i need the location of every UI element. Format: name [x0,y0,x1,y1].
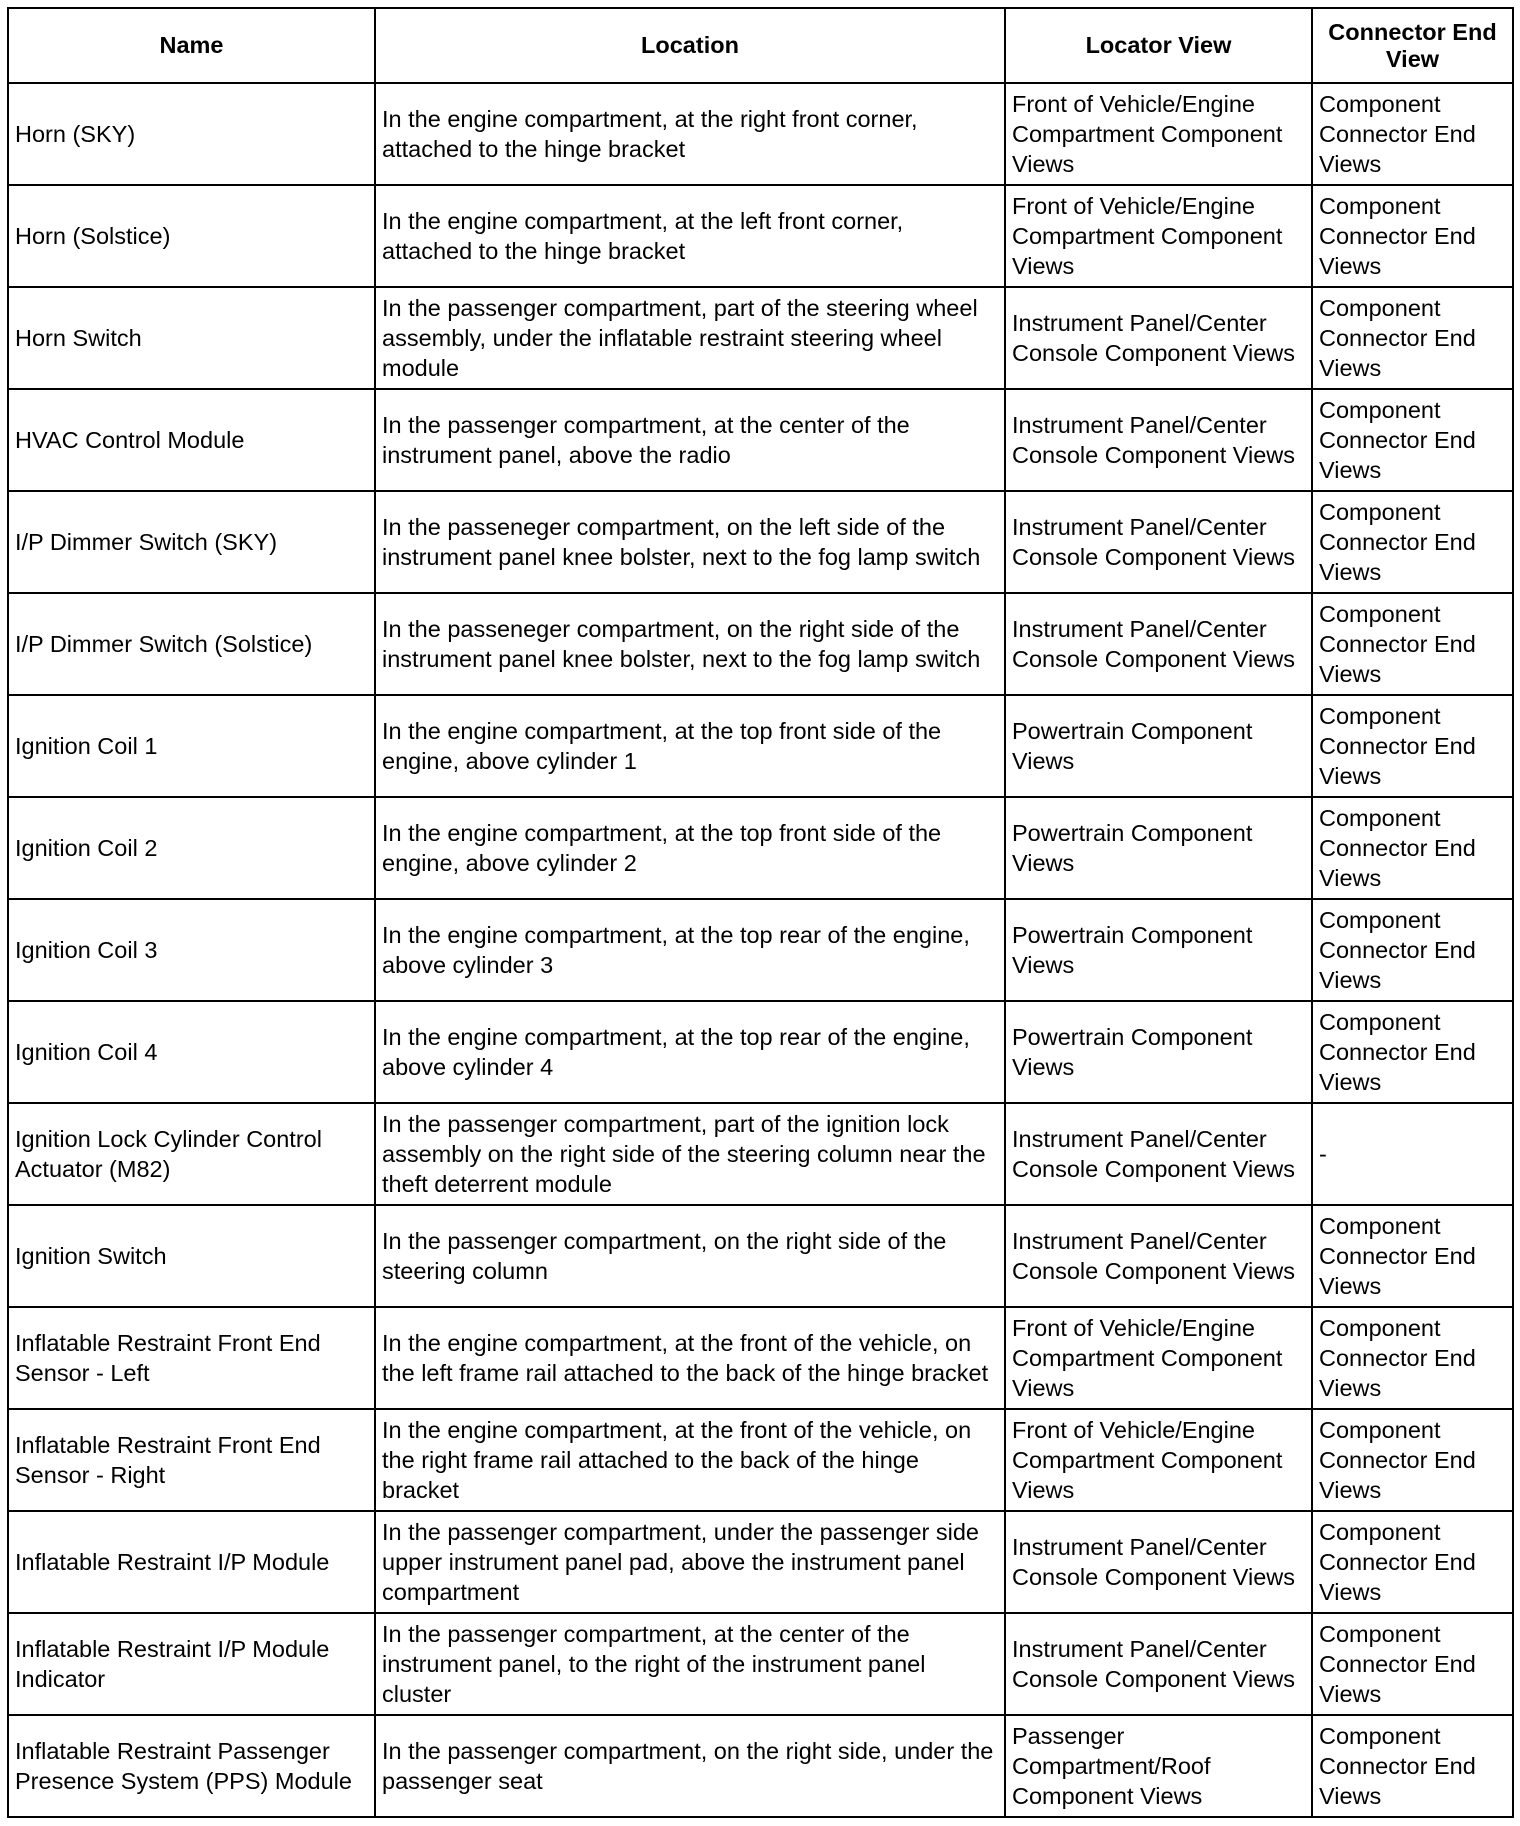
cell-name: Ignition Coil 2 [8,797,375,899]
cell-locator-view: Front of Vehicle/Engine Compartment Component Views [1005,1409,1312,1511]
cell-connector-end-view: Component Connector End Views [1312,1307,1513,1409]
table-row [8,797,1513,899]
cell-location: In the engine compartment, at the top front side of the engine, above cylinder 2 [375,797,1005,899]
cell-name: Inflatable Restraint I/P Module [8,1511,375,1613]
table-row [8,1001,1513,1103]
cell-name: Ignition Coil 3 [8,899,375,1001]
cell-connector-end-view: Component Connector End Views [1312,797,1513,899]
cell-name: Horn (Solstice) [8,185,375,287]
cell-locator-view: Front of Vehicle/Engine Compartment Component Views [1005,185,1312,287]
cell-location: In the passenger compartment, at the center of the instrument panel, to the right of the instrument panel cluster [375,1613,1005,1715]
cell-locator-view: Front of Vehicle/Engine Compartment Component Views [1005,83,1312,185]
cell-connector-end-view: Component Connector End Views [1312,1409,1513,1511]
cell-location: In the passenger compartment, part of the ignition lock assembly on the right side of the steering column near the theft deterrent module [375,1103,1005,1205]
table-row [8,287,1513,389]
cell-locator-view: Instrument Panel/Center Console Component Views [1005,1103,1312,1205]
cell-locator-view: Instrument Panel/Center Console Component Views [1005,389,1312,491]
cell-name: I/P Dimmer Switch (SKY) [8,491,375,593]
cell-connector-end-view: Component Connector End Views [1312,491,1513,593]
table-row [8,899,1513,1001]
cell-connector-end-view: Component Connector End Views [1312,695,1513,797]
cell-connector-end-view: Component Connector End Views [1312,83,1513,185]
cell-connector-end-view: Component Connector End Views [1312,1613,1513,1715]
cell-name: I/P Dimmer Switch (Solstice) [8,593,375,695]
table-row [8,695,1513,797]
cell-connector-end-view: Component Connector End Views [1312,287,1513,389]
column-header-locator-view: Locator View [1005,8,1312,83]
cell-location: In the passenger compartment, part of the steering wheel assembly, under the inflatable restraint steering wheel module [375,287,1005,389]
table-row [8,491,1513,593]
cell-location: In the engine compartment, at the left front corner, attached to the hinge bracket [375,185,1005,287]
cell-locator-view: Front of Vehicle/Engine Compartment Component Views [1005,1307,1312,1409]
table-row [8,593,1513,695]
cell-locator-view: Instrument Panel/Center Console Component Views [1005,287,1312,389]
cell-locator-view: Passenger Compartment/Roof Component Views [1005,1715,1312,1817]
table-row [8,83,1513,185]
cell-location: In the passeneger compartment, on the right side of the instrument panel knee bolster, next to the fog lamp switch [375,593,1005,695]
table-row [8,1103,1513,1205]
cell-name: HVAC Control Module [8,389,375,491]
cell-locator-view: Instrument Panel/Center Console Component Views [1005,1511,1312,1613]
cell-name: Ignition Coil 4 [8,1001,375,1103]
cell-location: In the engine compartment, at the top rear of the engine, above cylinder 4 [375,1001,1005,1103]
cell-connector-end-view: Component Connector End Views [1312,1511,1513,1613]
table-body [8,83,1513,1817]
component-locator-table [7,7,1514,1818]
cell-locator-view: Powertrain Component Views [1005,695,1312,797]
component-locator-table-container [7,7,1512,1818]
column-header-connector-end-view: Connector End View [1312,8,1513,83]
table-row [8,1511,1513,1613]
table-header-row [8,8,1513,83]
cell-name: Ignition Coil 1 [8,695,375,797]
cell-location: In the engine compartment, at the right front corner, attached to the hinge bracket [375,83,1005,185]
cell-connector-end-view: Component Connector End Views [1312,593,1513,695]
cell-connector-end-view: - [1312,1103,1513,1205]
cell-connector-end-view: Component Connector End Views [1312,899,1513,1001]
cell-name: Ignition Switch [8,1205,375,1307]
cell-connector-end-view: Component Connector End Views [1312,1001,1513,1103]
cell-locator-view: Instrument Panel/Center Console Component Views [1005,1205,1312,1307]
cell-locator-view: Powertrain Component Views [1005,899,1312,1001]
cell-location: In the passenger compartment, on the right side of the steering column [375,1205,1005,1307]
cell-name: Inflatable Restraint I/P Module Indicator [8,1613,375,1715]
table-row [8,1715,1513,1817]
cell-connector-end-view: Component Connector End Views [1312,1205,1513,1307]
cell-location: In the passenger compartment, under the passenger side upper instrument panel pad, above the instrument panel compartment [375,1511,1005,1613]
cell-location: In the engine compartment, at the front of the vehicle, on the right frame rail attached to the back of the hinge bracket [375,1409,1005,1511]
table-row [8,1307,1513,1409]
cell-name: Horn Switch [8,287,375,389]
table-row [8,185,1513,287]
cell-name: Ignition Lock Cylinder Control Actuator (M82) [8,1103,375,1205]
column-header-name: Name [8,8,375,83]
cell-location: In the engine compartment, at the top rear of the engine, above cylinder 3 [375,899,1005,1001]
cell-connector-end-view: Component Connector End Views [1312,185,1513,287]
cell-location: In the passeneger compartment, on the left side of the instrument panel knee bolster, next to the fog lamp switch [375,491,1005,593]
cell-name: Horn (SKY) [8,83,375,185]
table-row [8,389,1513,491]
table-row [8,1205,1513,1307]
cell-name: Inflatable Restraint Front End Sensor - Right [8,1409,375,1511]
cell-locator-view: Powertrain Component Views [1005,797,1312,899]
cell-locator-view: Powertrain Component Views [1005,1001,1312,1103]
cell-name: Inflatable Restraint Front End Sensor - Left [8,1307,375,1409]
cell-locator-view: Instrument Panel/Center Console Component Views [1005,1613,1312,1715]
cell-name: Inflatable Restraint Passenger Presence System (PPS) Module [8,1715,375,1817]
cell-location: In the engine compartment, at the front of the vehicle, on the left frame rail attached to the back of the hinge bracket [375,1307,1005,1409]
cell-location: In the passenger compartment, at the center of the instrument panel, above the radio [375,389,1005,491]
column-header-location: Location [375,8,1005,83]
cell-connector-end-view: Component Connector End Views [1312,389,1513,491]
cell-locator-view: Instrument Panel/Center Console Component Views [1005,491,1312,593]
cell-location: In the engine compartment, at the top front side of the engine, above cylinder 1 [375,695,1005,797]
cell-connector-end-view: Component Connector End Views [1312,1715,1513,1817]
cell-locator-view: Instrument Panel/Center Console Component Views [1005,593,1312,695]
cell-location: In the passenger compartment, on the right side, under the passenger seat [375,1715,1005,1817]
table-row [8,1409,1513,1511]
table-row [8,1613,1513,1715]
